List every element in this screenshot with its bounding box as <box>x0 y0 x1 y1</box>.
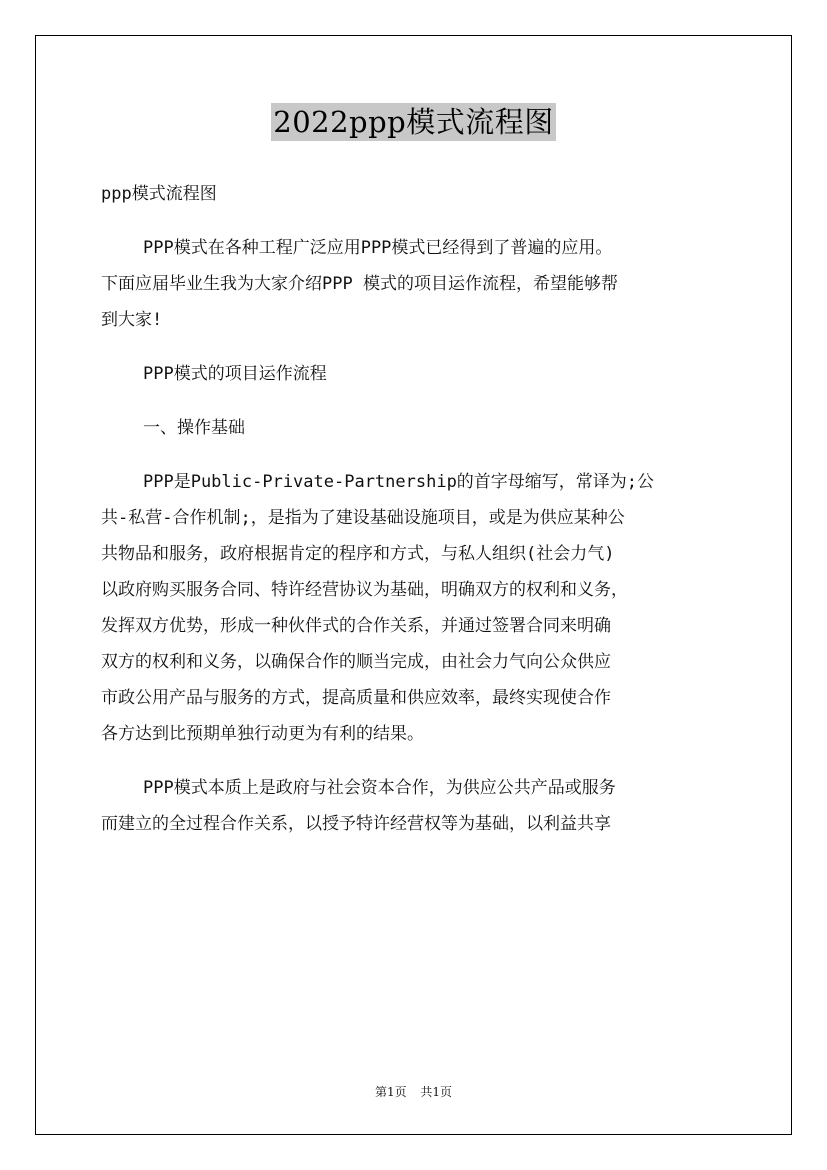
paragraph-line: 共物品和服务，政府根据肯定的程序和方式，与私人组织(社会力气) <box>101 544 615 564</box>
paragraph-line: PPP模式本质上是政府与社会资本合作，为供应公共产品或服务 <box>143 778 616 798</box>
paragraph-line: 双方的权利和义务，以确保合作的顺当完成，由社会力气向公众供应 <box>101 652 611 672</box>
document-title-text: 2022ppp模式流程图 <box>273 105 554 139</box>
paragraph-line: 而建立的全过程合作关系，以授予特许经营权等为基础，以利益共享 <box>101 814 611 834</box>
paragraph-line: PPP模式在各种工程广泛应用PPP模式已经得到了普遍的应用。 <box>143 238 613 258</box>
paragraph-definition <box>101 464 741 752</box>
paragraph-line: 各方达到比预期单独行动更为有利的结果。 <box>101 724 424 744</box>
paragraph-line: 到大家! <box>101 310 163 330</box>
heading-line: 一、操作基础 <box>143 418 245 438</box>
document-title <box>0 103 827 141</box>
paragraph-line: 下面应届毕业生我为大家介绍PPP 模式的项目运作流程，希望能够帮 <box>101 274 618 294</box>
page-total: 共1页 <box>420 1085 453 1099</box>
document-body <box>101 176 741 860</box>
paragraph-line: 市政公用产品与服务的方式，提高质量和供应效率，最终实现使合作 <box>101 688 611 708</box>
document-subtitle <box>101 176 741 212</box>
paragraph-intro <box>101 230 741 338</box>
page-number: 第1页 <box>374 1085 407 1099</box>
paragraph-line: 共-私营-合作机制;，是指为了建设基础设施项目，或是为供应某种公 <box>101 508 625 528</box>
paragraph-essence <box>101 770 741 842</box>
subtitle-line: ppp模式流程图 <box>101 184 217 204</box>
page-footer <box>0 1083 827 1100</box>
paragraph-line: 以政府购买服务合同、特许经营协议为基础，明确双方的权利和义务， <box>101 580 628 600</box>
paragraph-line: PPP是Public-Private-Partnership的首字母缩写，常译为;公 <box>143 472 655 492</box>
section-heading-basis <box>101 410 741 446</box>
paragraph-line: 发挥双方优势，形成一种伙伴式的合作关系，并通过签署合同来明确 <box>101 616 611 636</box>
heading-line: PPP模式的项目运作流程 <box>143 364 327 384</box>
section-heading-process <box>101 356 741 392</box>
